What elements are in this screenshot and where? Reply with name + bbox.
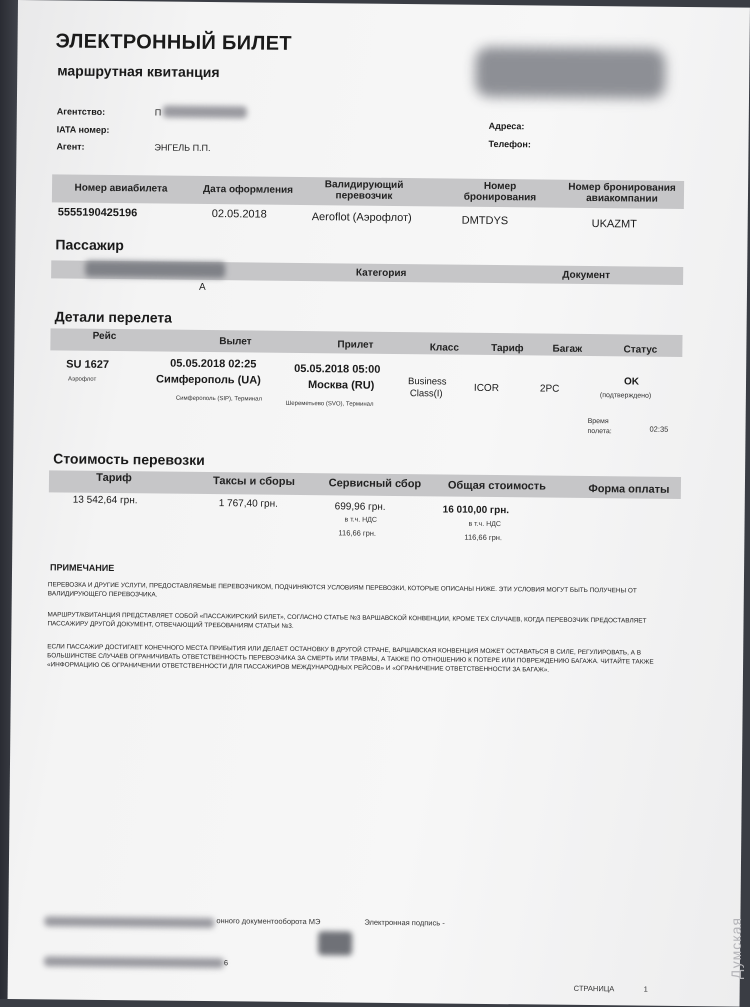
- arrival-airport: Шереметьево (SVO), Терминал: [285, 400, 374, 408]
- redacted-passenger-name: [85, 261, 225, 278]
- col-validating-carrier: Валидирующий перевозчик: [324, 179, 404, 202]
- col-flight: Рейс: [92, 330, 117, 343]
- ticket-number: 5555190425196: [57, 206, 138, 220]
- document-label: Документ: [562, 269, 611, 282]
- col-taxes: Таксы и сборы: [212, 475, 295, 488]
- flight-section-title: Детали перелета: [54, 308, 173, 326]
- col-ticket-number: Номер авиабилета: [74, 182, 168, 195]
- carrier-name: Аэрофлот: [67, 376, 97, 383]
- flight-duration: 02:35: [649, 424, 669, 434]
- passenger-section-title: Пассажир: [55, 236, 124, 254]
- arrival-datetime: 05.05.2018 05:00: [294, 362, 381, 376]
- redacted-logo: [475, 47, 666, 99]
- flight-status: OK: [623, 376, 640, 388]
- departure-datetime: 05.05.2018 02:25: [170, 357, 257, 371]
- cost-table-header: [49, 470, 681, 499]
- service-vat-amount: 116,66 грн.: [338, 528, 377, 538]
- service-fee-amount: 699,96 грн.: [334, 501, 386, 513]
- notes-paragraph-2: МАРШРУТ/КВИТАНЦИЯ ПРЕДСТАВЛЯЕТ СОБОЙ «ПАССАЖИРСКИЙ БИЛЕТ», СОГЛАСНО СТАТЬЕ №3 ВАРШАВСКОЙ КОНВЕНЦИИ, КРОМЕ ТЕХ СЛУЧАЕВ, КОГДА ПЕРЕВОЗЧИК ПРЕДОСТАВЛЯЕТ ПАССАЖИРУ ДРУГОЙ ДОКУМЕНТ, ОТВЕЧАЮЩИЙ ТРЕБОВАНИЯМ СТАТЬИ №3.: [47, 611, 647, 630]
- page-label: СТРАНИЦА: [573, 983, 615, 994]
- flight-table-header: [50, 328, 682, 357]
- col-issue-date: Дата оформления: [202, 183, 294, 196]
- fare-amount: 13 542,64 грн.: [72, 494, 138, 507]
- departure-city: Симферополь (UA): [155, 373, 261, 387]
- baggage-allowance: 2PC: [539, 383, 560, 395]
- total-vat-amount: 116,66 грн.: [464, 532, 503, 543]
- arrival-city: Москва (RU): [307, 379, 375, 392]
- booking-number: DMTDYS: [461, 214, 509, 228]
- redacted-footer-2: [44, 956, 224, 968]
- redacted-signature: [318, 931, 352, 955]
- redacted-footer-1: [44, 916, 214, 928]
- category-label: Категория: [355, 267, 407, 280]
- col-arrival: Прилет: [337, 339, 374, 351]
- col-airline-booking: Номер бронирования авиакомпании: [568, 181, 676, 205]
- passenger-name-tail: А: [198, 281, 206, 293]
- agency-value: П: [154, 107, 162, 118]
- cost-section-title: Стоимость перевозки: [53, 450, 205, 468]
- flight-time-label2: полета:: [587, 427, 612, 436]
- notes-title: ПРИМЕЧАНИЕ: [50, 562, 115, 574]
- ticket-table-header: [52, 174, 684, 209]
- agent-label: Агент:: [56, 141, 85, 152]
- class-line2: Class(I): [409, 388, 443, 400]
- taxes-amount: 1 767,40 грн.: [218, 498, 279, 510]
- notes-paragraph-1: ПЕРЕВОЗКА И ДРУГИЕ УСЛУГИ, ПРЕДОСТАВЛЯЕМЫЕ ПЕРЕВОЗЧИКОМ, ПОДЧИНЯЮТСЯ УСЛОВИЯМ ПЕРЕВОЗКИ, КОТОРЫЕ ОПИСАНЫ НИЖЕ. ЭТИ УСЛОВИЯ МОГУТ БЫТЬ ПОЛУЧЕНЫ ОТ ВАЛИДИРУЮЩЕГО ПЕРЕВОЗЧИКА.: [47, 581, 637, 599]
- address-label: Адреса:: [488, 120, 525, 132]
- col-class: Класс: [429, 342, 459, 354]
- flight-number: SU 1627: [66, 358, 110, 371]
- document-title: ЭЛЕКТРОННЫЙ БИЛЕТ: [55, 30, 292, 55]
- fare-code: ICOR: [473, 382, 500, 395]
- col-departure: Вылет: [219, 336, 252, 348]
- flight-status-note: (подтверждено): [599, 392, 652, 400]
- col-tariff: Тариф: [96, 471, 132, 485]
- col-total: Общая стоимость: [447, 479, 547, 493]
- total-vat-label: в т.ч. НДС: [468, 520, 502, 529]
- flight-time-label1: Время: [587, 417, 609, 426]
- col-fare: Тариф: [491, 342, 524, 355]
- phone-label: Телефон:: [488, 138, 531, 150]
- total-amount: 16 010,00 грн.: [442, 504, 510, 517]
- col-booking-number: Номер бронирования: [463, 180, 537, 204]
- agent-value: ЭНГЕЛЬ П.П.: [154, 142, 211, 154]
- service-vat-label: в т.ч. НДС: [344, 516, 378, 524]
- airline-booking-number: UKAZMT: [591, 218, 637, 231]
- departure-airport: Симферополь (SIP), Терминал: [175, 395, 263, 403]
- redacted-agency: [163, 106, 247, 119]
- col-payment-form: Форма оплаты: [588, 482, 670, 496]
- col-baggage: Багаж: [552, 343, 583, 355]
- class-line1: Business: [407, 376, 447, 388]
- issue-date: 02.05.2018: [211, 208, 267, 221]
- ticket-document: [8, 0, 750, 1007]
- footer-code: 6: [223, 958, 229, 968]
- watermark: Думская: [728, 916, 744, 979]
- agency-label: Агентство:: [56, 106, 106, 117]
- col-status: Статус: [623, 344, 658, 356]
- col-service-fee: Сервисный сбор: [328, 477, 422, 491]
- notes-paragraph-3: ЕСЛИ ПАССАЖИР ДОСТИГАЕТ КОНЕЧНОГО МЕСТА ПРИБЫТИЯ ИЛИ ДЕЛАЕТ ОСТАНОВКУ В ДРУГОЙ СТРАНЕ, ВАРШАВСКАЯ КОНВЕНЦИЯ МОЖЕТ ОСТАВАТЬСЯ В СИЛЕ, РЕГУЛИРОВАТЬ, А В БОЛЬШИНСТВЕ СЛУЧАЕВ ОГРАНИЧИВАТЬ ОТВЕТСТВЕННОСТЬ ПЕРЕВОЗЧИКА ЗА СМЕРТЬ ИЛИ ТРАВМЫ, А ТАКЖЕ ПО ОТНОШЕНИЮ К ПОТЕРЕ ИЛИ ПОВРЕЖДЕНИЮ БАГАЖА. ЧИТАЙТЕ ТАКЖЕ «ИНФОРМАЦИЮ ОБ ОГРАНИЧЕНИИ ОТВЕТСТВЕННОСТИ ДЛЯ ПАССАЖИРОВ МЕЖДУНАРОДНЫХ РЕЙСОВ» И «ОГРАНИЧЕНИЕ ОТВЕТСТВЕННОСТИ ЗА БАГАЖ».: [47, 643, 654, 674]
- iata-label: IATA номер:: [56, 124, 110, 135]
- page-number: 1: [643, 984, 648, 994]
- validating-carrier: Aeroflot (Аэрофлот): [311, 211, 412, 225]
- docflow-text: онного документооборота МЭ: [216, 916, 321, 927]
- document-subtitle: маршрутная квитанция: [57, 62, 220, 81]
- esign-text: Электронная подпись -: [364, 917, 445, 928]
